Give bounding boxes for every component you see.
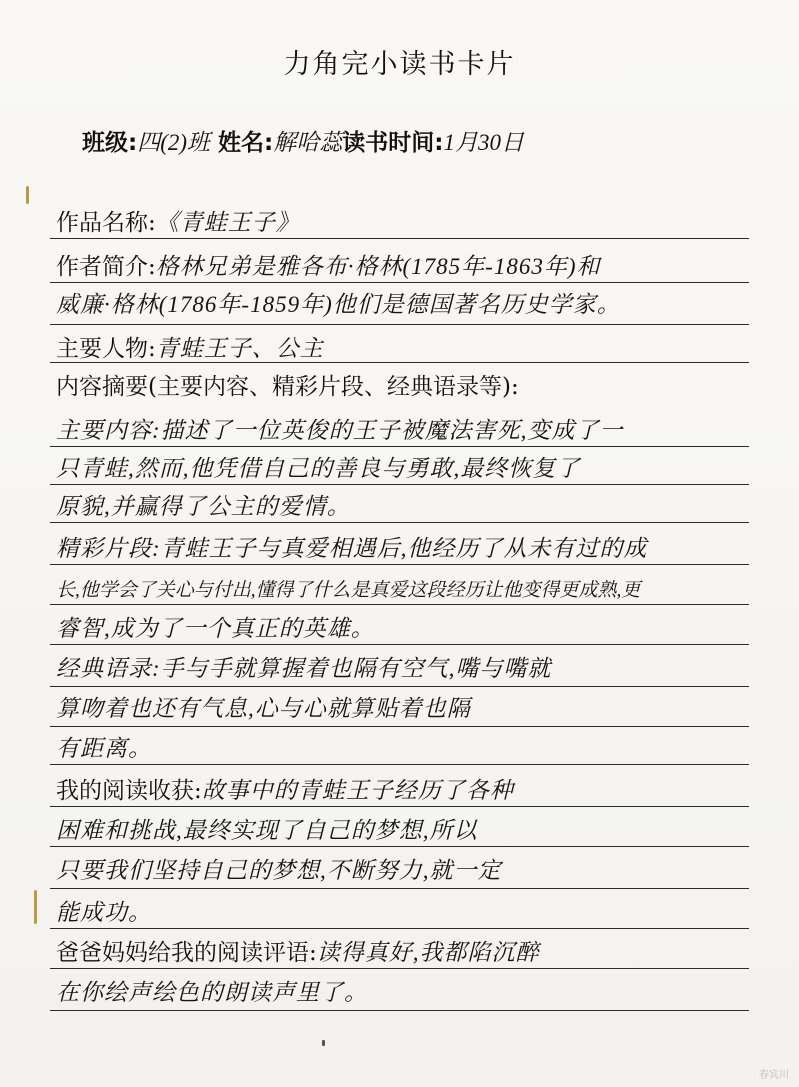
characters-label: 主要人物: [56,336,156,362]
ruled-line [50,764,749,765]
summary-label-row [56,372,519,402]
class-value: 四(2)班 [137,130,211,155]
harvest-line: 只要我们坚持自己的梦想,不断努力,就一定 [56,858,502,883]
comment-line: 在你绘声绘色的朗读声里了。 [56,980,368,1005]
work-row [56,208,300,238]
author-row [56,252,600,282]
ruled-line [50,238,749,239]
ruled-line [50,726,749,727]
ruled-line [50,806,749,807]
card-meta-row [82,124,524,157]
ruled-line [50,888,749,889]
ruled-line [50,324,749,325]
time-label: 读书时间: [342,130,444,156]
ruled-line [50,846,749,847]
ruled-line [50,282,749,283]
summary-line: 经典语录:手与手就算握着也隔有空气,嘴与嘴就 [56,656,552,681]
summary-line: 睿智,成为了一个真正的英雄。 [56,616,375,641]
ruled-line [50,968,749,969]
ruled-line [50,446,749,447]
pencil-dot [322,1040,325,1046]
comment-line-1: 读得真好,我都陷沉醉 [316,940,540,965]
name-value: 解哈蕊 [273,130,343,155]
ruled-line [50,686,749,687]
card-title: 力角完小读书卡片 [283,49,516,80]
margin-mark-top [26,186,29,204]
summary-line: 长,他学会了关心与付出,懂得了什么是真爱这段经历让他变得更成熟,更 [56,580,641,601]
ruled-line [50,484,749,485]
harvest-row [56,776,514,806]
comment-row [56,938,540,968]
summary-line: 主要内容:描述了一位英俊的王子被魔法害死,变成了一 [56,418,624,443]
ruled-line [50,644,749,645]
work-label: 作品名称: [56,210,156,236]
time-value: 1月30日 [443,130,524,155]
characters-value: 青蛙王子、公主 [155,336,324,361]
harvest-line-1: 故事中的青蛙王子经历了各种 [201,778,514,803]
ruled-line [50,1010,749,1011]
comment-label: 爸爸妈妈给我的阅读评语: [56,940,317,966]
author-row-2 [56,290,621,320]
ruled-line [50,564,749,565]
ruled-line [50,604,749,605]
work-value: 《青蛙王子》 [155,210,300,235]
author-label: 作者简介: [56,254,156,280]
summary-line: 精彩片段:青蛙王子与真爱相遇后,他经历了从未有过的成 [56,536,648,561]
harvest-label: 我的阅读收获: [56,778,202,804]
harvest-line: 能成功。 [56,900,152,925]
harvest-line: 困难和挑战,最终实现了自己的梦想,所以 [56,818,478,843]
summary-line: 有距离。 [56,736,152,761]
summary-line: 只青蛙,然而,他凭借自己的善良与勇敢,最终恢复了 [56,456,581,481]
author-line-2: 威廉·格林(1786年-1859年)他们是德国著名历史学家。 [56,292,621,317]
class-label: 班级: [82,130,138,156]
ruled-line [50,522,749,523]
ruled-line [50,362,749,363]
characters-row [56,334,324,364]
summary-label: 内容摘要(主要内容、精彩片段、经典语录等): [56,374,519,400]
author-line-1: 格林兄弟是雅各布·格林(1785年-1863年)和 [155,254,601,279]
summary-line: 原貌,并赢得了公主的爱情。 [56,494,351,519]
name-label: 姓名: [218,130,274,156]
watermark: 春宾川 [759,1070,789,1081]
summary-line: 算吻着也还有气息,心与心就算贴着也隔 [56,696,471,721]
ruled-line [50,928,749,929]
margin-mark-bottom [34,890,37,924]
